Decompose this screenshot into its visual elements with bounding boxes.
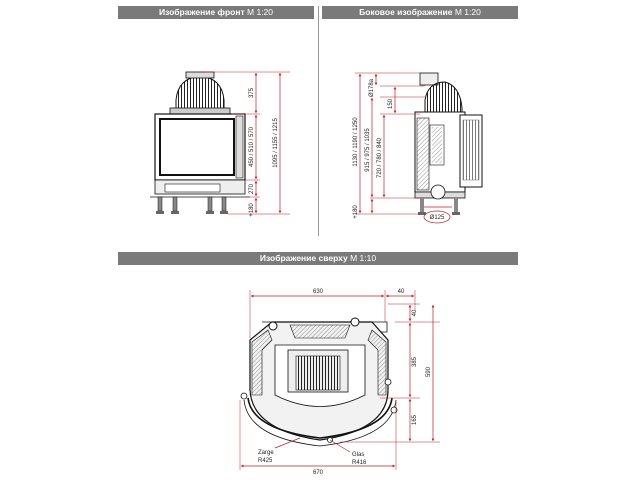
glas-radius: R416 bbox=[352, 460, 367, 466]
front-view-title: Изображение фронт bbox=[158, 7, 245, 17]
front-dim-270: 270 bbox=[249, 183, 255, 195]
top-dim-40-vertical: 40 bbox=[412, 309, 418, 317]
top-dim-40-horizontal: 40 bbox=[397, 289, 405, 295]
zarge-radius: R425 bbox=[258, 458, 273, 464]
side-dim-720: 720 / 780 / 840 bbox=[377, 137, 383, 179]
side-view-scale: M 1:20 bbox=[454, 7, 481, 17]
side-dim-915: 915 / 975 / 1035 bbox=[365, 128, 371, 172]
top-view-drawing bbox=[240, 289, 440, 476]
top-dim-630: 630 bbox=[312, 289, 324, 295]
front-view-drawing bbox=[150, 72, 290, 217]
zarge-label: Zarge bbox=[258, 450, 274, 456]
top-dim-670: 670 bbox=[312, 470, 324, 476]
top-view-scale: M 1:10 bbox=[350, 253, 377, 263]
side-dim-178: Ø178a bbox=[369, 78, 375, 98]
side-view-drawing bbox=[353, 73, 482, 223]
side-dim-180: +180 bbox=[353, 205, 359, 219]
glas-label: Glas bbox=[352, 452, 365, 458]
top-dim-165: 165 bbox=[412, 414, 418, 426]
side-dim-150: 150 bbox=[388, 98, 394, 110]
top-dim-385: 385 bbox=[412, 356, 418, 368]
side-dim-125: Ø125 bbox=[429, 215, 445, 221]
front-dim-180: +180 bbox=[249, 203, 255, 217]
front-dim-375: 375 bbox=[249, 87, 255, 99]
front-view-scale: M 1:20 bbox=[247, 7, 274, 17]
top-view-title: Изображение сверху bbox=[259, 253, 348, 263]
front-dim-450: 450 / 510 / 570 bbox=[249, 126, 255, 168]
side-dim-1130: 1130 / 1190 / 1250 bbox=[353, 117, 359, 167]
side-view-title: Боковое изображение bbox=[359, 7, 453, 17]
front-dim-1095: 1095 / 1155 / 1215 bbox=[273, 118, 279, 168]
top-dim-590: 590 bbox=[426, 366, 432, 378]
